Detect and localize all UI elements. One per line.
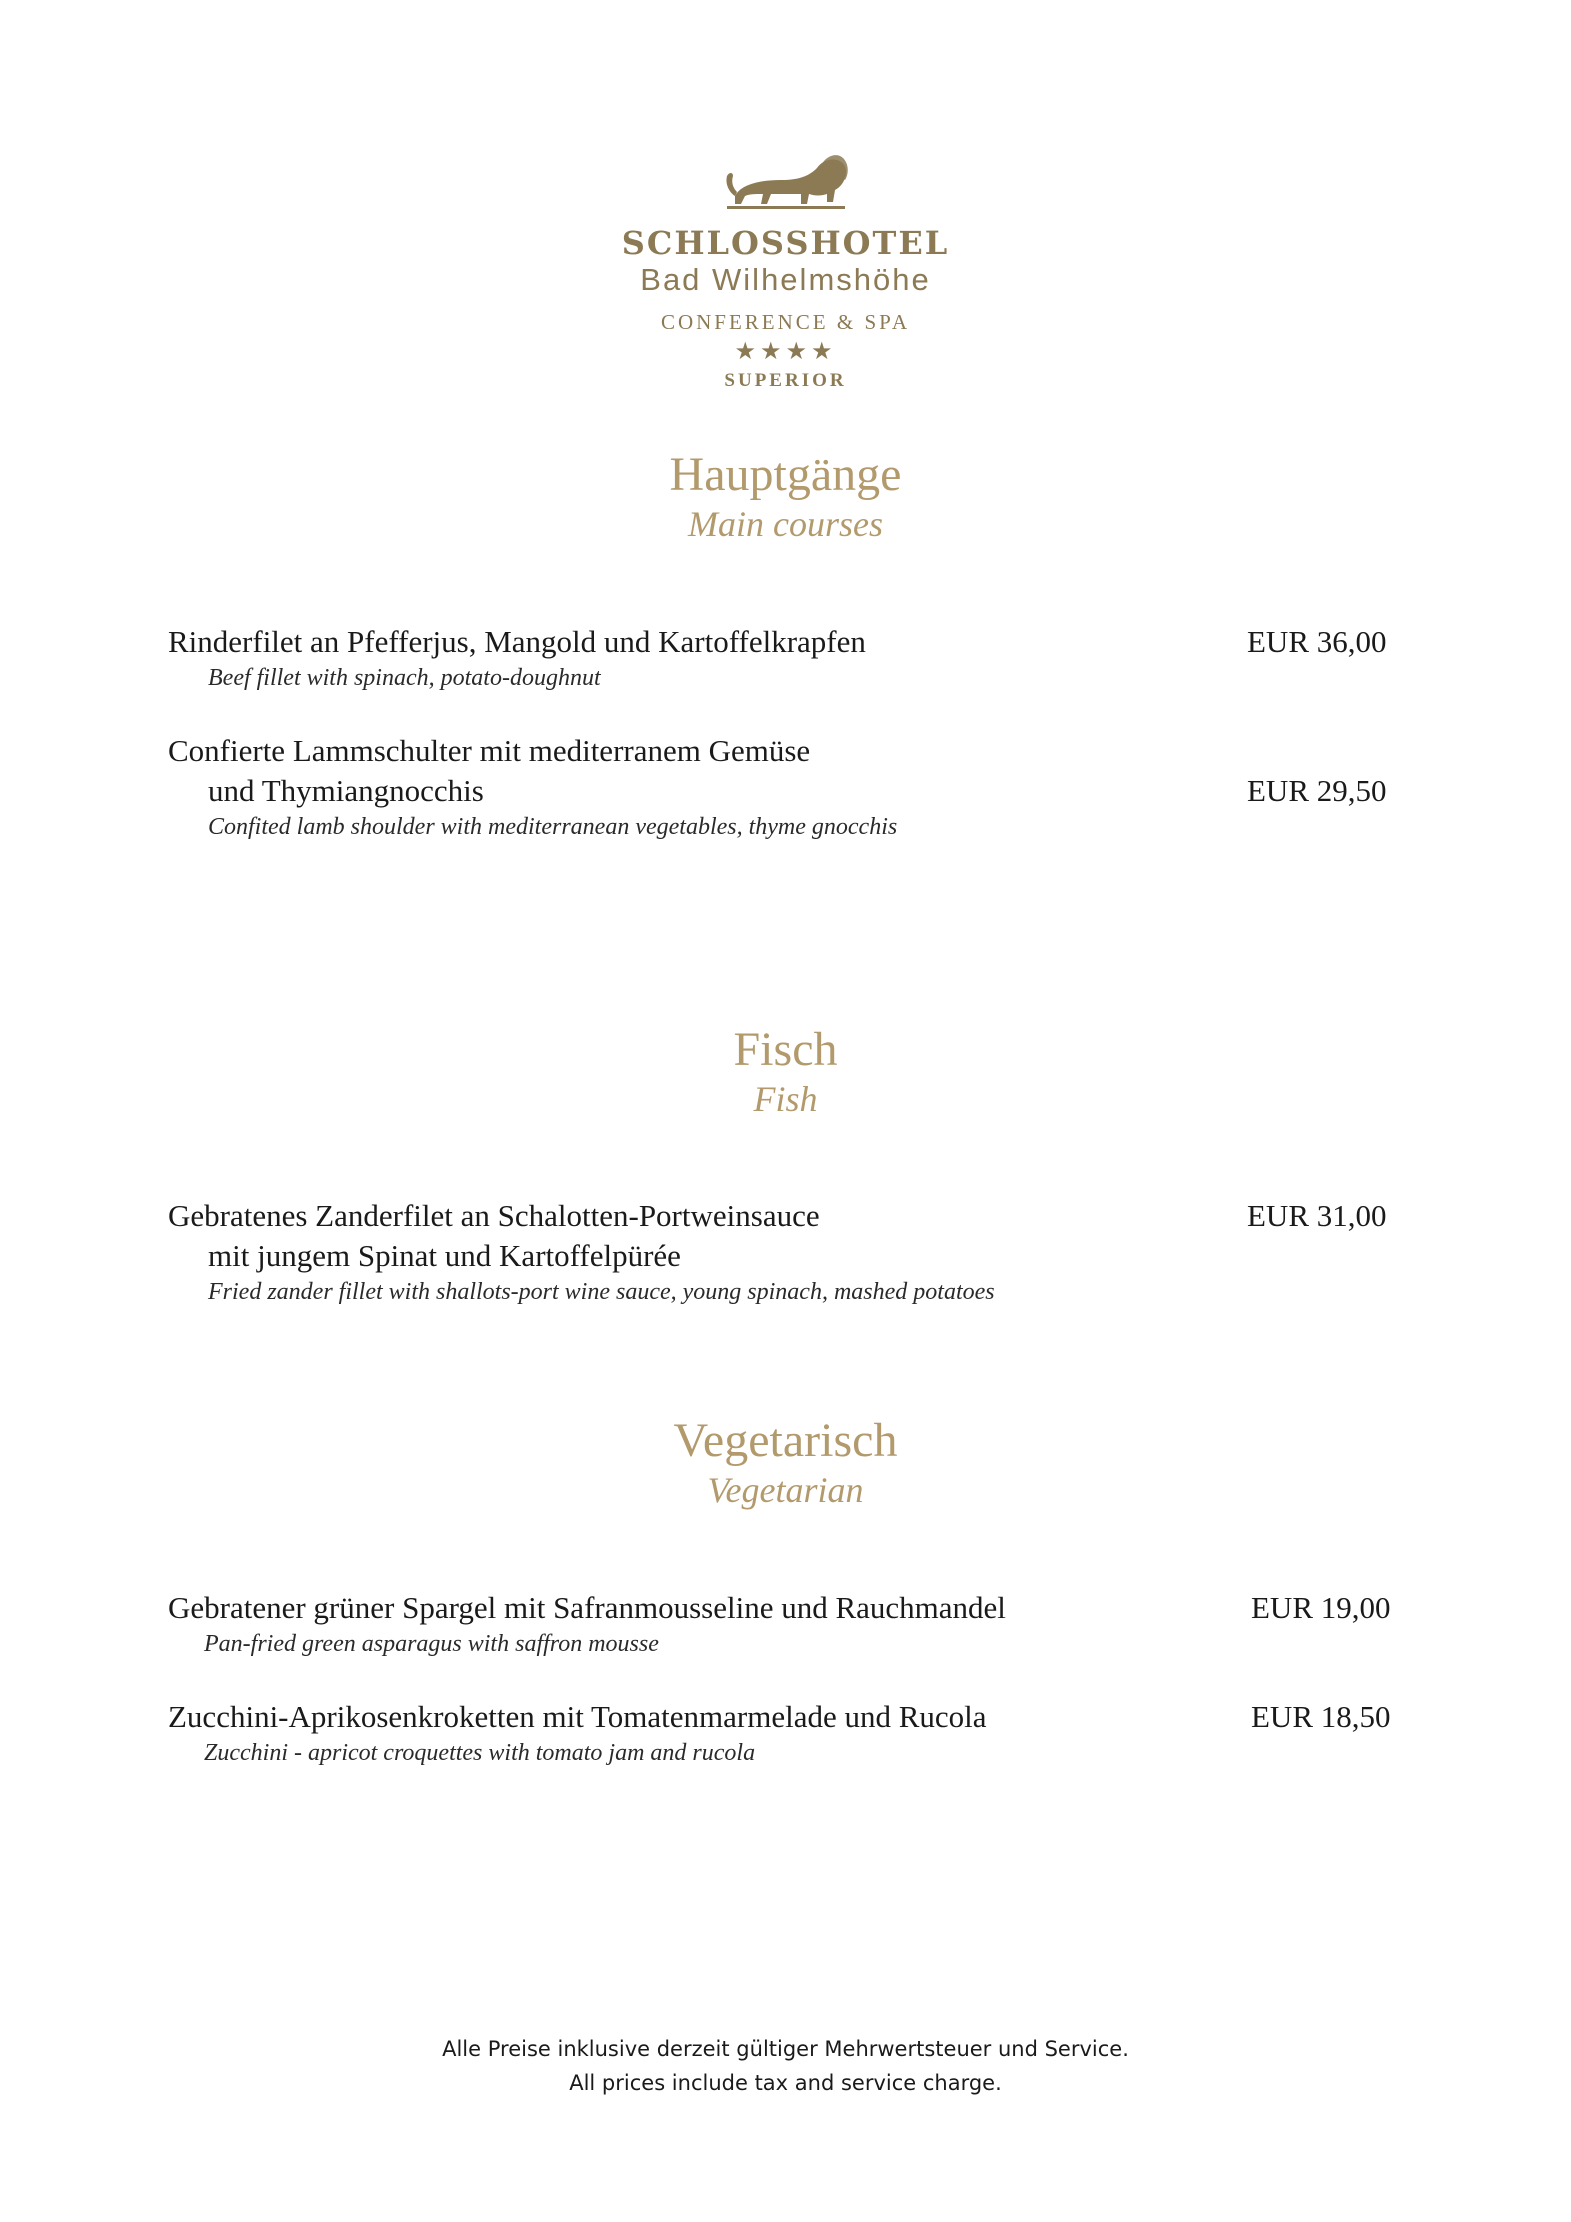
section-header-fish bbox=[0, 1023, 1571, 1121]
menu-item bbox=[168, 1588, 1408, 1660]
menu-item bbox=[168, 622, 1408, 694]
brand-name: SCHLOSSHOTEL bbox=[621, 224, 950, 262]
dish-name-continued: mit jungem Spinat und Kartoffelpürée bbox=[208, 1238, 681, 1273]
section-subtitle: Main courses bbox=[688, 504, 883, 544]
section-title: Fisch bbox=[733, 1023, 838, 1076]
dish-description: Fried zander fillet with shallots-port wine sauce, young spinach, mashed potatoes bbox=[208, 1279, 995, 1305]
section-header-main-courses bbox=[0, 448, 1571, 546]
star-rating-icon: ★★★★ bbox=[734, 337, 837, 365]
dish-price: EUR 19,00 bbox=[1251, 1590, 1391, 1625]
dish-description: Pan-fried green asparagus with saffron mousse bbox=[204, 1631, 659, 1657]
section-subtitle: Fish bbox=[753, 1079, 818, 1119]
menu-item bbox=[168, 731, 1408, 843]
dish-price: EUR 18,50 bbox=[1251, 1699, 1391, 1734]
dish-name: Rinderfilet an Pfefferjus, Mangold und Kartoffelkrapfen bbox=[168, 624, 866, 659]
hotel-logo bbox=[0, 150, 1571, 396]
dish-description: Confited lamb shoulder with mediterranean vegetables, thyme gnocchis bbox=[208, 814, 898, 840]
dish-price: EUR 29,50 bbox=[1247, 773, 1387, 808]
brand-rating: SUPERIOR bbox=[724, 370, 847, 391]
disclaimer-german: Alle Preise inklusive derzeit gültiger Mehrwertsteuer und Service. bbox=[442, 2037, 1129, 2061]
price-disclaimer bbox=[0, 2032, 1571, 2100]
disclaimer-english: All prices include tax and service charge. bbox=[569, 2071, 1002, 2095]
dish-description: Beef fillet with spinach, potato-doughnut bbox=[208, 665, 601, 691]
dish-name: Confierte Lammschulter mit mediterranem Gemüse bbox=[168, 733, 811, 768]
dish-price: EUR 36,00 bbox=[1247, 624, 1387, 659]
dish-price: EUR 31,00 bbox=[1247, 1198, 1387, 1233]
dish-name: Gebratener grüner Spargel mit Safranmousseline und Rauchmandel bbox=[168, 1590, 1006, 1625]
brand-tagline: CONFERENCE & SPA bbox=[660, 310, 911, 334]
dish-name-continued: und Thymiangnocchis bbox=[208, 773, 484, 808]
lion-icon bbox=[721, 150, 851, 218]
menu-item bbox=[168, 1196, 1408, 1308]
section-header-vegetarian bbox=[0, 1414, 1571, 1512]
section-title: Vegetarisch bbox=[673, 1414, 898, 1467]
section-subtitle: Vegetarian bbox=[707, 1470, 864, 1510]
section-title: Hauptgänge bbox=[669, 448, 902, 501]
dish-name: Zucchini-Aprikosenkroketten mit Tomatenmarmelade und Rucola bbox=[168, 1699, 987, 1734]
menu-item bbox=[168, 1697, 1408, 1769]
dish-name: Gebratenes Zanderfilet an Schalotten-Portweinsauce bbox=[168, 1198, 820, 1233]
brand-location: Bad Wilhelmshöhe bbox=[640, 262, 931, 297]
dish-description: Zucchini - apricot croquettes with tomato jam and rucola bbox=[204, 1740, 756, 1766]
